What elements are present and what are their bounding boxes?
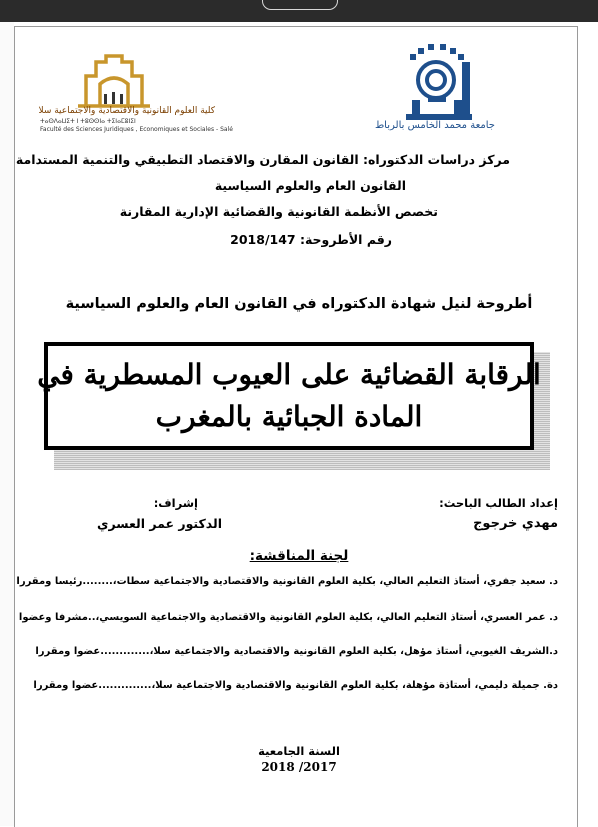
- program-name: القانون العام والعلوم السياسية: [214, 178, 406, 193]
- viewer-left-margin: [0, 22, 14, 826]
- viewer-tab-handle[interactable]: [262, 0, 338, 10]
- viewer-top-bar: [0, 0, 598, 22]
- student-name: مهدي خرجوج: [473, 516, 558, 531]
- doctoral-center: مركز دراسات الدكتوراه: القانون المقارن والاقتصاد التطبيقي والتنمية المستدامة: [15, 152, 510, 167]
- title-box: [37, 342, 541, 450]
- supervisor-name: الدكتور عمر العسري: [97, 516, 222, 531]
- committee-member: د. عمر العسري، أستاذ التعليم العالي، بكلية العلوم القانونية والاقتصادية والاجتماعية السويسي،..مشرفا وعضوا: [18, 612, 558, 623]
- thesis-number: رقم الأطروحة: 2018/147: [230, 232, 392, 247]
- supervisor-label: إشراف:: [153, 496, 198, 510]
- committee-member: د.الشريف الغيوبي، أستاذ مؤهل، بكلية العلوم القانونية والاقتصادية والاجتماعية سلا،.............عضوا ومقررا: [35, 646, 558, 657]
- academic-year-label: السنة الجامعية: [258, 744, 340, 758]
- committee-member: د. سعيد جفري، أستاذ التعليم العالي، بكلية العلوم القانونية والاقتصادية والاجتماعية سطات،........رئيسا ومقررا: [16, 576, 558, 587]
- title-line-1: الرقابة القضائية على العيوب المسطرية في: [37, 358, 541, 391]
- committee-member: دة. جميلة دليمي، أستاذة مؤهلة، بكلية العلوم القانونية والاقتصادية والاجتماعية سلا،..............عضوا ومقررا: [33, 680, 558, 691]
- university-caption: جامعة محمد الخامس بالرباط: [374, 120, 495, 131]
- title-line-2: المادة الجبائية بالمغرب: [155, 400, 423, 433]
- faculty-french-name: Faculté des Sciences Juridiques , Economiques et Sociales - Salé: [40, 126, 233, 133]
- committee-title: لجنة المناقشة:: [249, 548, 349, 564]
- specialty: تخصص الأنظمة القانونية والقضائية الإدارية المقارنة: [119, 204, 438, 219]
- prepared-by-label: إعداد الطالب الباحث:: [439, 496, 558, 510]
- faculty-arabic-name: كلية العلوم القانونية والاقتصادية والاجتماعية سلا: [38, 106, 215, 116]
- academic-year-value: 2018 /2017: [261, 760, 337, 774]
- faculty-tifinagh-name: ⵜⴰⵙⴷⴰⵡⵉⵜ ⵏ ⵜⵓⵙⵙⵏⴰ ⵜⵉⵏⴰⵎⵓⵏⵉⵏ: [40, 118, 136, 125]
- thesis-subtitle: أطروحة لنيل شهادة الدكتوراه في القانون العام والعلوم السياسية: [65, 296, 533, 312]
